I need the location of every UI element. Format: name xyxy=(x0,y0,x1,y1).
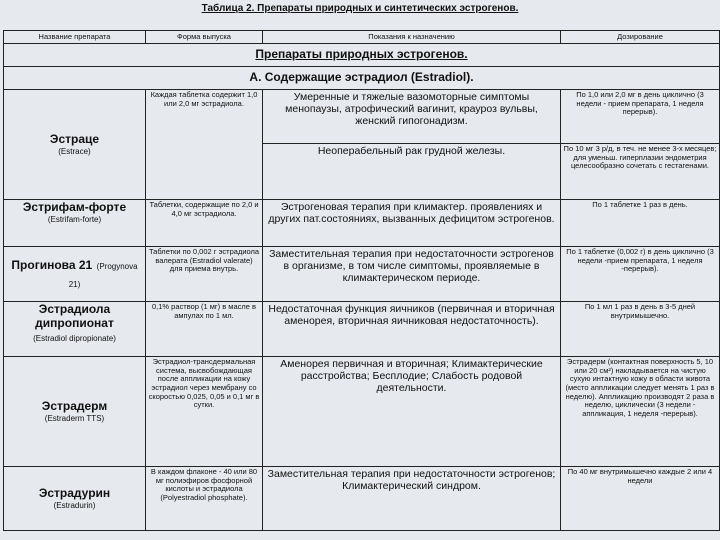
form-cell: В каждом флаконе - 40 или 80 мг полиэфиров фосфорной кислоты и эстрадиола (Polyestradiol phosphate). xyxy=(146,467,263,531)
table-row xyxy=(4,247,720,302)
drug-name: Эстрадерм xyxy=(41,399,108,413)
subsection-heading: А. Содержащие эстрадиол (Estradiol). xyxy=(4,67,720,90)
drug-name: Эстрадиола дипропионат xyxy=(35,302,114,330)
header-form: Форма выпуска xyxy=(146,31,263,44)
dosage-cell: По 1 мл 1 раз в день в 3-5 дней внутримышечно. xyxy=(561,302,720,357)
drug-latin: (Estraderm TTS) xyxy=(44,413,105,423)
indication-cell: Заместительная терапия при недостаточности эстрогенов; Климактерический синдром. xyxy=(263,467,561,531)
drug-latin: (Estradurin) xyxy=(53,500,96,510)
table-title: Таблица 2. Препараты природных и синтетических эстрогенов. xyxy=(201,3,519,14)
indication-cell: Заместительная терапия при недостаточности эстрогенов в организме, в том числе симптомы, проявляемые в климактерическом периоде. xyxy=(263,247,561,302)
header-indications: Показания к назначению xyxy=(263,31,561,44)
form-cell: Таблетки, содержащие по 2,0 и 4,0 мг эстрадиола. xyxy=(146,200,263,247)
header-row xyxy=(4,31,720,44)
drug-name: Эстрадурин xyxy=(38,486,111,500)
form-cell: Эстрадиол-трансдермальная система, высвобождающая после аппликации на кожу эстрадиол через мембрану со скоростью 0,025, 0,05 и 0,1 мг в сутки. xyxy=(146,357,263,467)
dosage-cell: По 1 таблетке 1 раз в день. xyxy=(561,200,720,247)
drug-name: Эстраце xyxy=(49,132,100,146)
drug-name-cell xyxy=(4,90,146,200)
indication-cell: Эстрогеновая терапия при климактер. проявлениях и других пат.состояниях, вызванных дефицитом эстрогенов. xyxy=(263,200,561,247)
drug-latin: (Estradiol dipropionate) xyxy=(33,333,116,343)
drug-name: Эстрифам-форте xyxy=(22,200,127,214)
header-dosage: Дозирование xyxy=(561,31,720,44)
form-cell: Каждая таблетка содержит 1,0 или 2,0 мг эстрадиола. xyxy=(146,90,263,200)
indication-cell: Недостаточная функция яичников (первичная и вторичная аменорея, вторичная яичниковая недостаточность). xyxy=(263,302,561,357)
table-row xyxy=(4,90,720,144)
dosage-cell: По 40 мг внутримышечно каждые 2 или 4 недели xyxy=(561,467,720,531)
table-row xyxy=(4,302,720,357)
dosage-cell: По 10 мг 3 р/д, в теч. не менее 3-х месяцев; для уменьш. гиперплазии эндометрия целесообразно сочетать с гестагенами. xyxy=(561,144,720,200)
form-cell: 0,1% раствор (1 мг) в масле в ампулах по 1 мл. xyxy=(146,302,263,357)
drug-name-cell xyxy=(4,467,146,531)
drug-latin: (Estrace) xyxy=(58,146,91,156)
table-row xyxy=(4,200,720,247)
table-row xyxy=(4,357,720,467)
form-cell: Таблетки по 0,002 г эстрадиола валерата (Estradiol valerate) для приема внутрь. xyxy=(146,247,263,302)
estrogen-table xyxy=(3,30,720,531)
drug-latin: (Progynova 21) xyxy=(68,261,138,289)
drug-name-cell xyxy=(4,302,146,357)
dosage-cell: По 1,0 или 2,0 мг в день циклично (3 недели - прием препарата, 1 неделя перерыв). xyxy=(561,90,720,144)
table-row xyxy=(4,467,720,531)
drug-name-cell xyxy=(4,200,146,247)
drug-name: Прогинова 21 xyxy=(11,257,93,272)
drug-latin: (Estrifam-forte) xyxy=(47,214,102,224)
drug-name-cell xyxy=(4,357,146,467)
indication-cell: Аменорея первичная и вторичная; Климактерические расстройства; Бесплодие; Слабость родовой деятельности. xyxy=(263,357,561,467)
indication-cell: Умеренные и тяжелые вазомоторные симптомы менопаузы, атрофический вагинит, крауроз вульвы, женский гипогонадизм. xyxy=(263,90,561,144)
section-heading: Препараты природных эстрогенов. xyxy=(4,44,720,67)
header-name: Название препарата xyxy=(4,31,146,44)
dosage-cell: Эстрадерм (контактная поверхность 5, 10 или 20 см²) накладывается на чистую сухую интактную кожу в области живота (место аппликации следует менять 1 раз в неделю). Аппликацию производят 2 раза в неделю, циклически (3 недели - аппликация, 1 неделя -перерыв). xyxy=(561,357,720,467)
dosage-cell: По 1 таблетке (0,002 г) в день циклично (3 недели -прием препарата, 1 неделя -перерыв). xyxy=(561,247,720,302)
drug-name-cell xyxy=(4,247,146,302)
indication-cell: Неоперабельный рак грудной железы. xyxy=(263,144,561,200)
